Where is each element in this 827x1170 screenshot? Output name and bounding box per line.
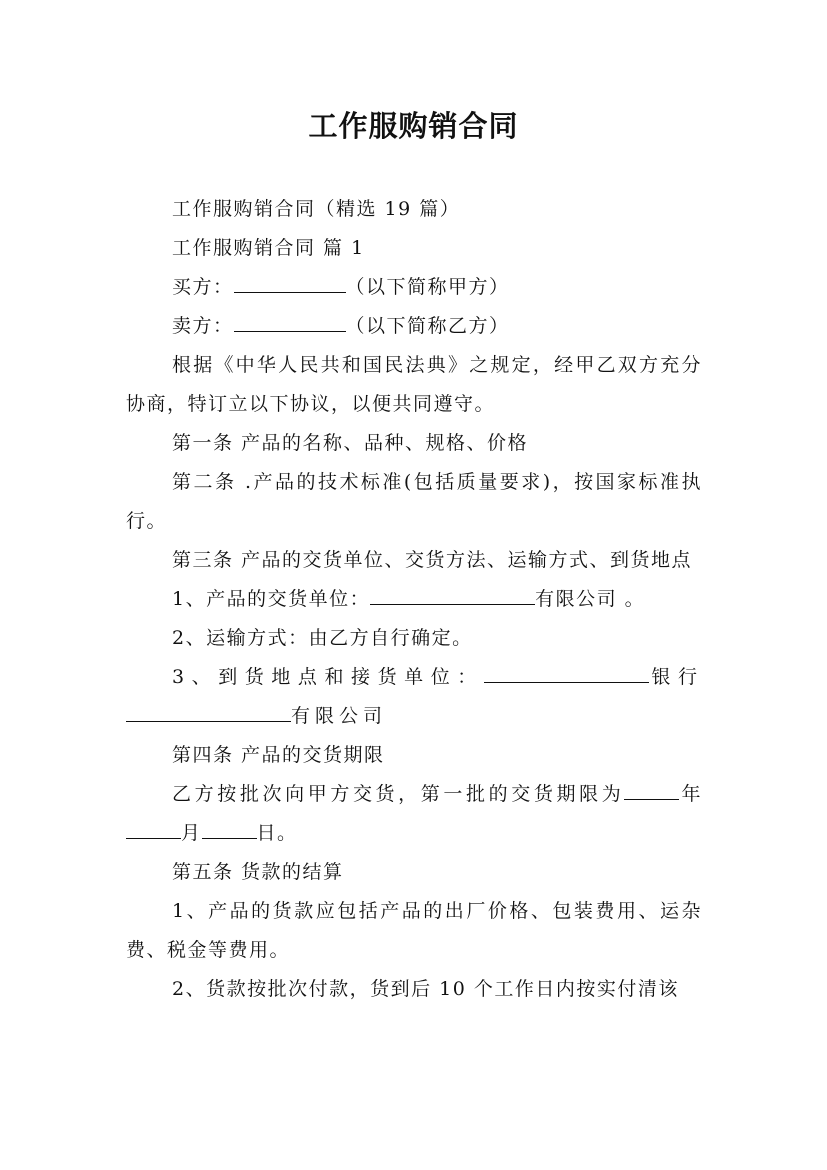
- buyer-blank: [234, 274, 346, 293]
- day-label: 日。: [256, 822, 298, 844]
- seller-line: [126, 307, 702, 346]
- month-blank: [126, 820, 181, 839]
- seller-blank: [234, 313, 346, 332]
- article-3-item-2: 2、运输方式：由乙方自行确定。: [172, 627, 473, 649]
- buyer-label: 买方：: [172, 276, 234, 298]
- document-body: [126, 190, 702, 1009]
- preamble-paragraph: 根据《中华人民共和国民法典》之规定，经甲乙双方充分协商，特订立以下协议，以便共同遵守。: [126, 354, 702, 415]
- item-1-label: 1、产品的交货单位：: [172, 588, 371, 610]
- seller-label: 卖方：: [172, 315, 234, 337]
- item-3-bank: 银行: [648, 666, 702, 688]
- article-4-paragraph: [126, 775, 702, 853]
- seller-note: （以下简称乙方）: [345, 315, 510, 337]
- document-title: 工作服购销合同: [308, 109, 519, 143]
- item-3-label: 3、到货地点和接货单位：: [172, 666, 484, 688]
- item-3-company: 有限公司: [291, 705, 388, 727]
- article-5-item-1: 1、产品的货款应包括产品的出厂价格、包装费用、运杂费、税金等费用。: [126, 900, 702, 961]
- article-2-paragraph: 第二条 .产品的技术标准(包括质量要求)，按国家标准执行。: [126, 471, 702, 532]
- buyer-line: [126, 268, 702, 307]
- article-3-item-3: [126, 658, 702, 736]
- piece-heading: 工作服购销合同 篇 1: [172, 237, 365, 259]
- delivery-period-text: 乙方按批次向甲方交货，第一批的交货期限为: [172, 783, 625, 805]
- article-3-paragraph: 第三条 产品的交货单位、交货方法、运输方式、到货地点: [172, 549, 693, 571]
- delivery-unit-blank: [370, 586, 535, 605]
- article-3-item-1: [126, 580, 702, 619]
- receiving-company-blank: [126, 703, 291, 722]
- article-5-item-2: 2、货款按批次付款，货到后 10 个工作日内按实付清该: [172, 978, 679, 1000]
- article-5-heading: 第五条 货款的结算: [172, 861, 344, 883]
- month-label: 月: [181, 822, 202, 844]
- buyer-note: （以下简称甲方）: [345, 276, 510, 298]
- receiving-bank-blank: [484, 664, 649, 683]
- year-blank: [624, 781, 679, 800]
- article-1-heading: 第一条 产品的名称、品种、规格、价格: [172, 432, 529, 454]
- item-1-suffix: 有限公司 。: [535, 588, 646, 610]
- subtitle-line: 工作服购销合同（精选 19 篇）: [172, 198, 461, 220]
- article-4-heading: 第四条 产品的交货期限: [172, 744, 385, 766]
- year-label: 年: [679, 783, 702, 805]
- day-blank: [202, 820, 257, 839]
